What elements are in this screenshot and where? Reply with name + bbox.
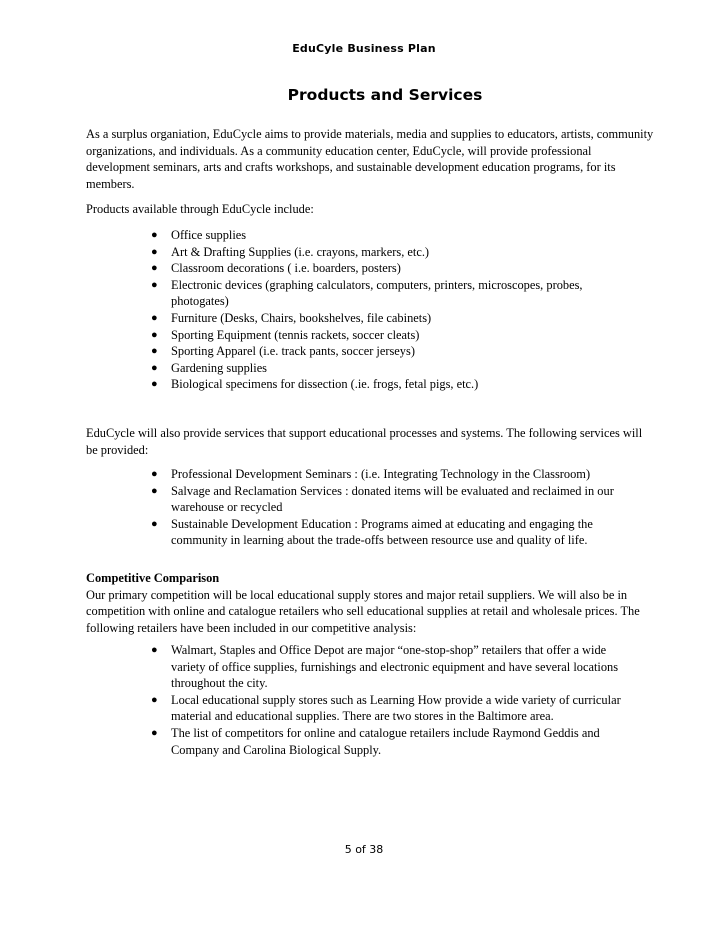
list-item-text: Gardening supplies <box>171 360 268 375</box>
bullet-icon: ● <box>151 345 158 358</box>
page-header: EduCyle Business Plan <box>292 42 436 55</box>
list-item <box>151 227 641 244</box>
bullet-icon: ● <box>151 468 158 480</box>
bullet-icon: ● <box>151 278 158 291</box>
bullet-icon: ● <box>151 262 158 275</box>
bullet-icon: ● <box>151 245 158 258</box>
list-item-text: Electronic devices (graphing calculators, computers, printers, microscopes, probes, photogates) <box>171 277 583 309</box>
list-item <box>151 725 641 758</box>
bullet-icon: ● <box>151 328 158 341</box>
list-item <box>151 692 641 725</box>
list-item-text: Sporting Apparel (i.e. track pants, soccer jerseys) <box>171 344 415 359</box>
bullet-icon: ● <box>151 726 158 739</box>
products-intro: Products available through EduCycle include: <box>86 202 314 216</box>
list-item <box>151 277 641 310</box>
bullet-icon: ● <box>151 484 158 497</box>
bullet-icon: ● <box>151 361 158 374</box>
bullet-icon: ● <box>151 517 158 530</box>
list-item-text: Local educational supply stores such as Learning How provide a wide variety of curricular material and educational supplies. There are two stores in the Baltimore area. <box>171 692 621 724</box>
list-item <box>151 466 641 483</box>
list-item-text: Classroom decorations ( i.e. boarders, posters) <box>171 261 401 276</box>
list-item-text: Professional Development Seminars : (i.e. Integrating Technology in the Classroom) <box>171 467 591 481</box>
list-item <box>151 642 641 692</box>
list-item <box>151 343 641 360</box>
bullet-icon: ● <box>151 644 158 656</box>
list-item <box>151 327 641 344</box>
page-number: 5 of 38 <box>344 843 384 856</box>
list-item <box>151 516 641 549</box>
section-title: Products and Services <box>287 86 483 104</box>
list-item-text: The list of competitors for online and catalogue retailers include Raymond Geddis and Company and Carolina Biological Supply. <box>171 725 600 757</box>
list-item <box>151 360 641 377</box>
list-item <box>151 310 641 327</box>
list-item <box>151 260 641 277</box>
competitive-paragraph: Our primary competition will be local educational supply stores and major retail suppliers. We will also be in competition with online and catalogue retailers who sell educational supplies at retail and wholesale prices. The following retailers have been included in our competitive analysis: <box>86 587 640 635</box>
list-item-text: Art & Drafting Supplies (i.e. crayons, markers, etc.) <box>171 244 430 259</box>
competitive-heading: Competitive Comparison <box>86 571 220 585</box>
list-item-text: Sustainable Development Education : Programs aimed at educating and engaging the community in learning about the trade-offs between resource use and quality of life. <box>171 516 593 548</box>
list-item-text: Biological specimens for dissection (.ie. frogs, fetal pigs, etc.) <box>171 377 479 392</box>
list-item <box>151 483 641 516</box>
bullet-icon: ● <box>151 693 158 706</box>
list-item-text: Office supplies <box>171 228 247 242</box>
bullet-icon: ● <box>151 311 158 324</box>
competitors-list <box>151 642 641 758</box>
list-item <box>151 244 641 261</box>
list-item <box>151 376 641 393</box>
bullet-icon: ● <box>151 229 158 241</box>
competitive-section <box>86 570 656 636</box>
list-item-text: Furniture (Desks, Chairs, bookshelves, file cabinets) <box>171 310 432 325</box>
services-list <box>151 466 641 549</box>
bullet-icon: ● <box>151 378 158 391</box>
services-intro: EduCycle will also provide services that support educational processes and systems. The following services will be provided: <box>86 426 643 457</box>
list-item-text: Salvage and Reclamation Services : donated items will be evaluated and reclaimed in our warehouse or recycled <box>171 483 614 515</box>
list-item-text: Walmart, Staples and Office Depot are major “one-stop-shop” retailers that offer a wide variety of office supplies, furnishings and electronic equipment and have several locations throughout the city. <box>171 643 619 691</box>
list-item-text: Sporting Equipment (tennis rackets, soccer cleats) <box>171 327 420 342</box>
intro-paragraph: As a surplus organiation, EduCycle aims to provide materials, media and supplies to educators, artists, community organizations, and individuals. As a community education center, EduCycle, will provide professional development seminars, arts and crafts workshops, and sustainable development education programs, for its members. <box>86 127 654 191</box>
products-list <box>151 227 641 393</box>
